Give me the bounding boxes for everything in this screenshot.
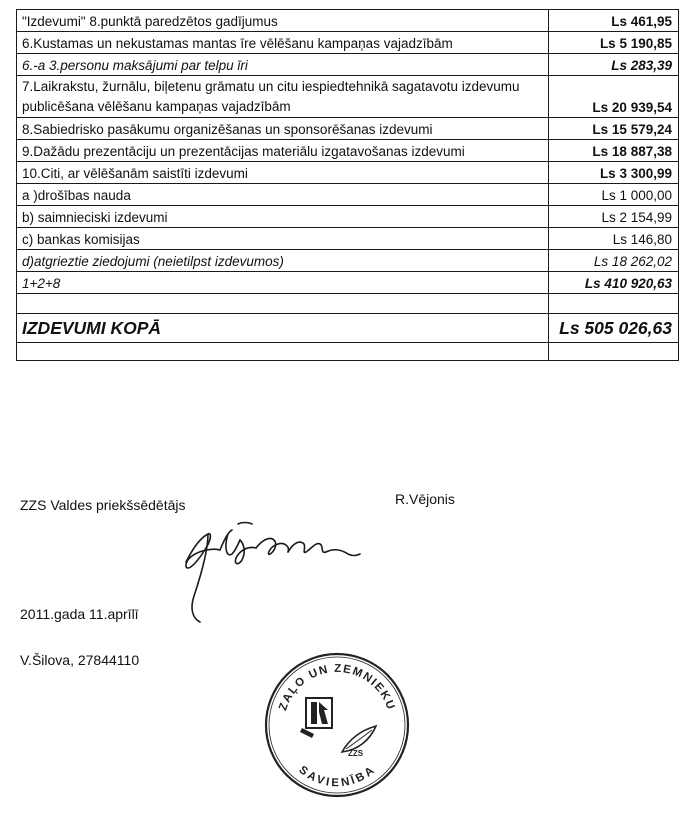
handwritten-signature [178, 510, 363, 630]
table-row [17, 250, 679, 272]
stamp-bottom-text: SAVIENĪBA [296, 763, 378, 790]
empty-cell [17, 294, 549, 314]
total-row [17, 314, 679, 343]
empty-cell [549, 343, 679, 361]
expense-description: 10.Citi, ar vēlēšanām saistīti izdevumi [17, 162, 549, 184]
expense-amount: Ls 20 939,54 [549, 76, 679, 118]
empty-cell [549, 294, 679, 314]
table-row [17, 76, 679, 118]
expense-amount: Ls 1 000,00 [549, 184, 679, 206]
table-row [17, 184, 679, 206]
empty-cell [17, 343, 549, 361]
expense-description: 6.Kustamas un nekustamas mantas īre vēlēšanu kampaņas vajadzībām [17, 32, 549, 54]
total-label: IZDEVUMI KOPĀ [17, 314, 549, 343]
table-row [17, 32, 679, 54]
expense-amount: Ls 2 154,99 [549, 206, 679, 228]
table-row [17, 10, 679, 32]
stamp-emblem-right [342, 726, 376, 758]
table-row [17, 206, 679, 228]
expense-amount: Ls 461,95 [549, 10, 679, 32]
expense-description: 9.Dažādu prezentāciju un prezentācijas materiālu izgatavošanas izdevumi [17, 140, 549, 162]
expenses-table [16, 9, 679, 361]
expense-amount: Ls 410 920,63 [549, 272, 679, 294]
table-row-empty [17, 294, 679, 314]
signer-name: R.Vējonis [395, 491, 455, 507]
table-row [17, 118, 679, 140]
stamp-top-text: ZAĻO UN ZEMNIEKU [277, 662, 397, 713]
expense-amount: Ls 3 300,99 [549, 162, 679, 184]
expense-description: c) bankas komisijas [17, 228, 549, 250]
expense-description: a )drošības nauda [17, 184, 549, 206]
expenses-table-body [17, 10, 679, 361]
contact-line: V.Šilova, 27844110 [20, 652, 140, 668]
table-row [17, 162, 679, 184]
table-row [17, 140, 679, 162]
expense-amount: Ls 5 190,85 [549, 32, 679, 54]
table-row-empty [17, 343, 679, 361]
chairman-title: ZZS Valdes priekšsēdētājs [20, 497, 186, 513]
expense-description: d)atgrieztie ziedojumi (neietilpst izdevumos) [17, 250, 549, 272]
expense-description: 1+2+8 [17, 272, 549, 294]
expense-description: 7.Laikrakstu, žurnālu, biļetenu grāmatu un citu iespiedtehnikā sagatavotu izdevumu publicēšana vēlēšanu kampaņas vajadzībām [17, 76, 549, 118]
table-row [17, 272, 679, 294]
expense-description: "Izdevumi" 8.punktā paredzētos gadījumus [17, 10, 549, 32]
table-row [17, 228, 679, 250]
expense-amount: Ls 15 579,24 [549, 118, 679, 140]
expense-amount: Ls 283,39 [549, 54, 679, 76]
expense-description: 6.-a 3.personu maksājumi par telpu īri [17, 54, 549, 76]
total-amount: Ls 505 026,63 [549, 314, 679, 343]
expense-amount: Ls 146,80 [549, 228, 679, 250]
document-date: 2011.gada 11.aprīlī [20, 606, 139, 622]
stamp-emblem-left [300, 698, 332, 738]
expense-amount: Ls 18 262,02 [549, 250, 679, 272]
table-row [17, 54, 679, 76]
party-stamp [262, 650, 412, 800]
svg-text:ZZS: ZZS [348, 749, 364, 758]
expense-description: b) saimnieciski izdevumi [17, 206, 549, 228]
expense-description: 8.Sabiedrisko pasākumu organizēšanas un sponsorēšanas izdevumi [17, 118, 549, 140]
expense-amount: Ls 18 887,38 [549, 140, 679, 162]
